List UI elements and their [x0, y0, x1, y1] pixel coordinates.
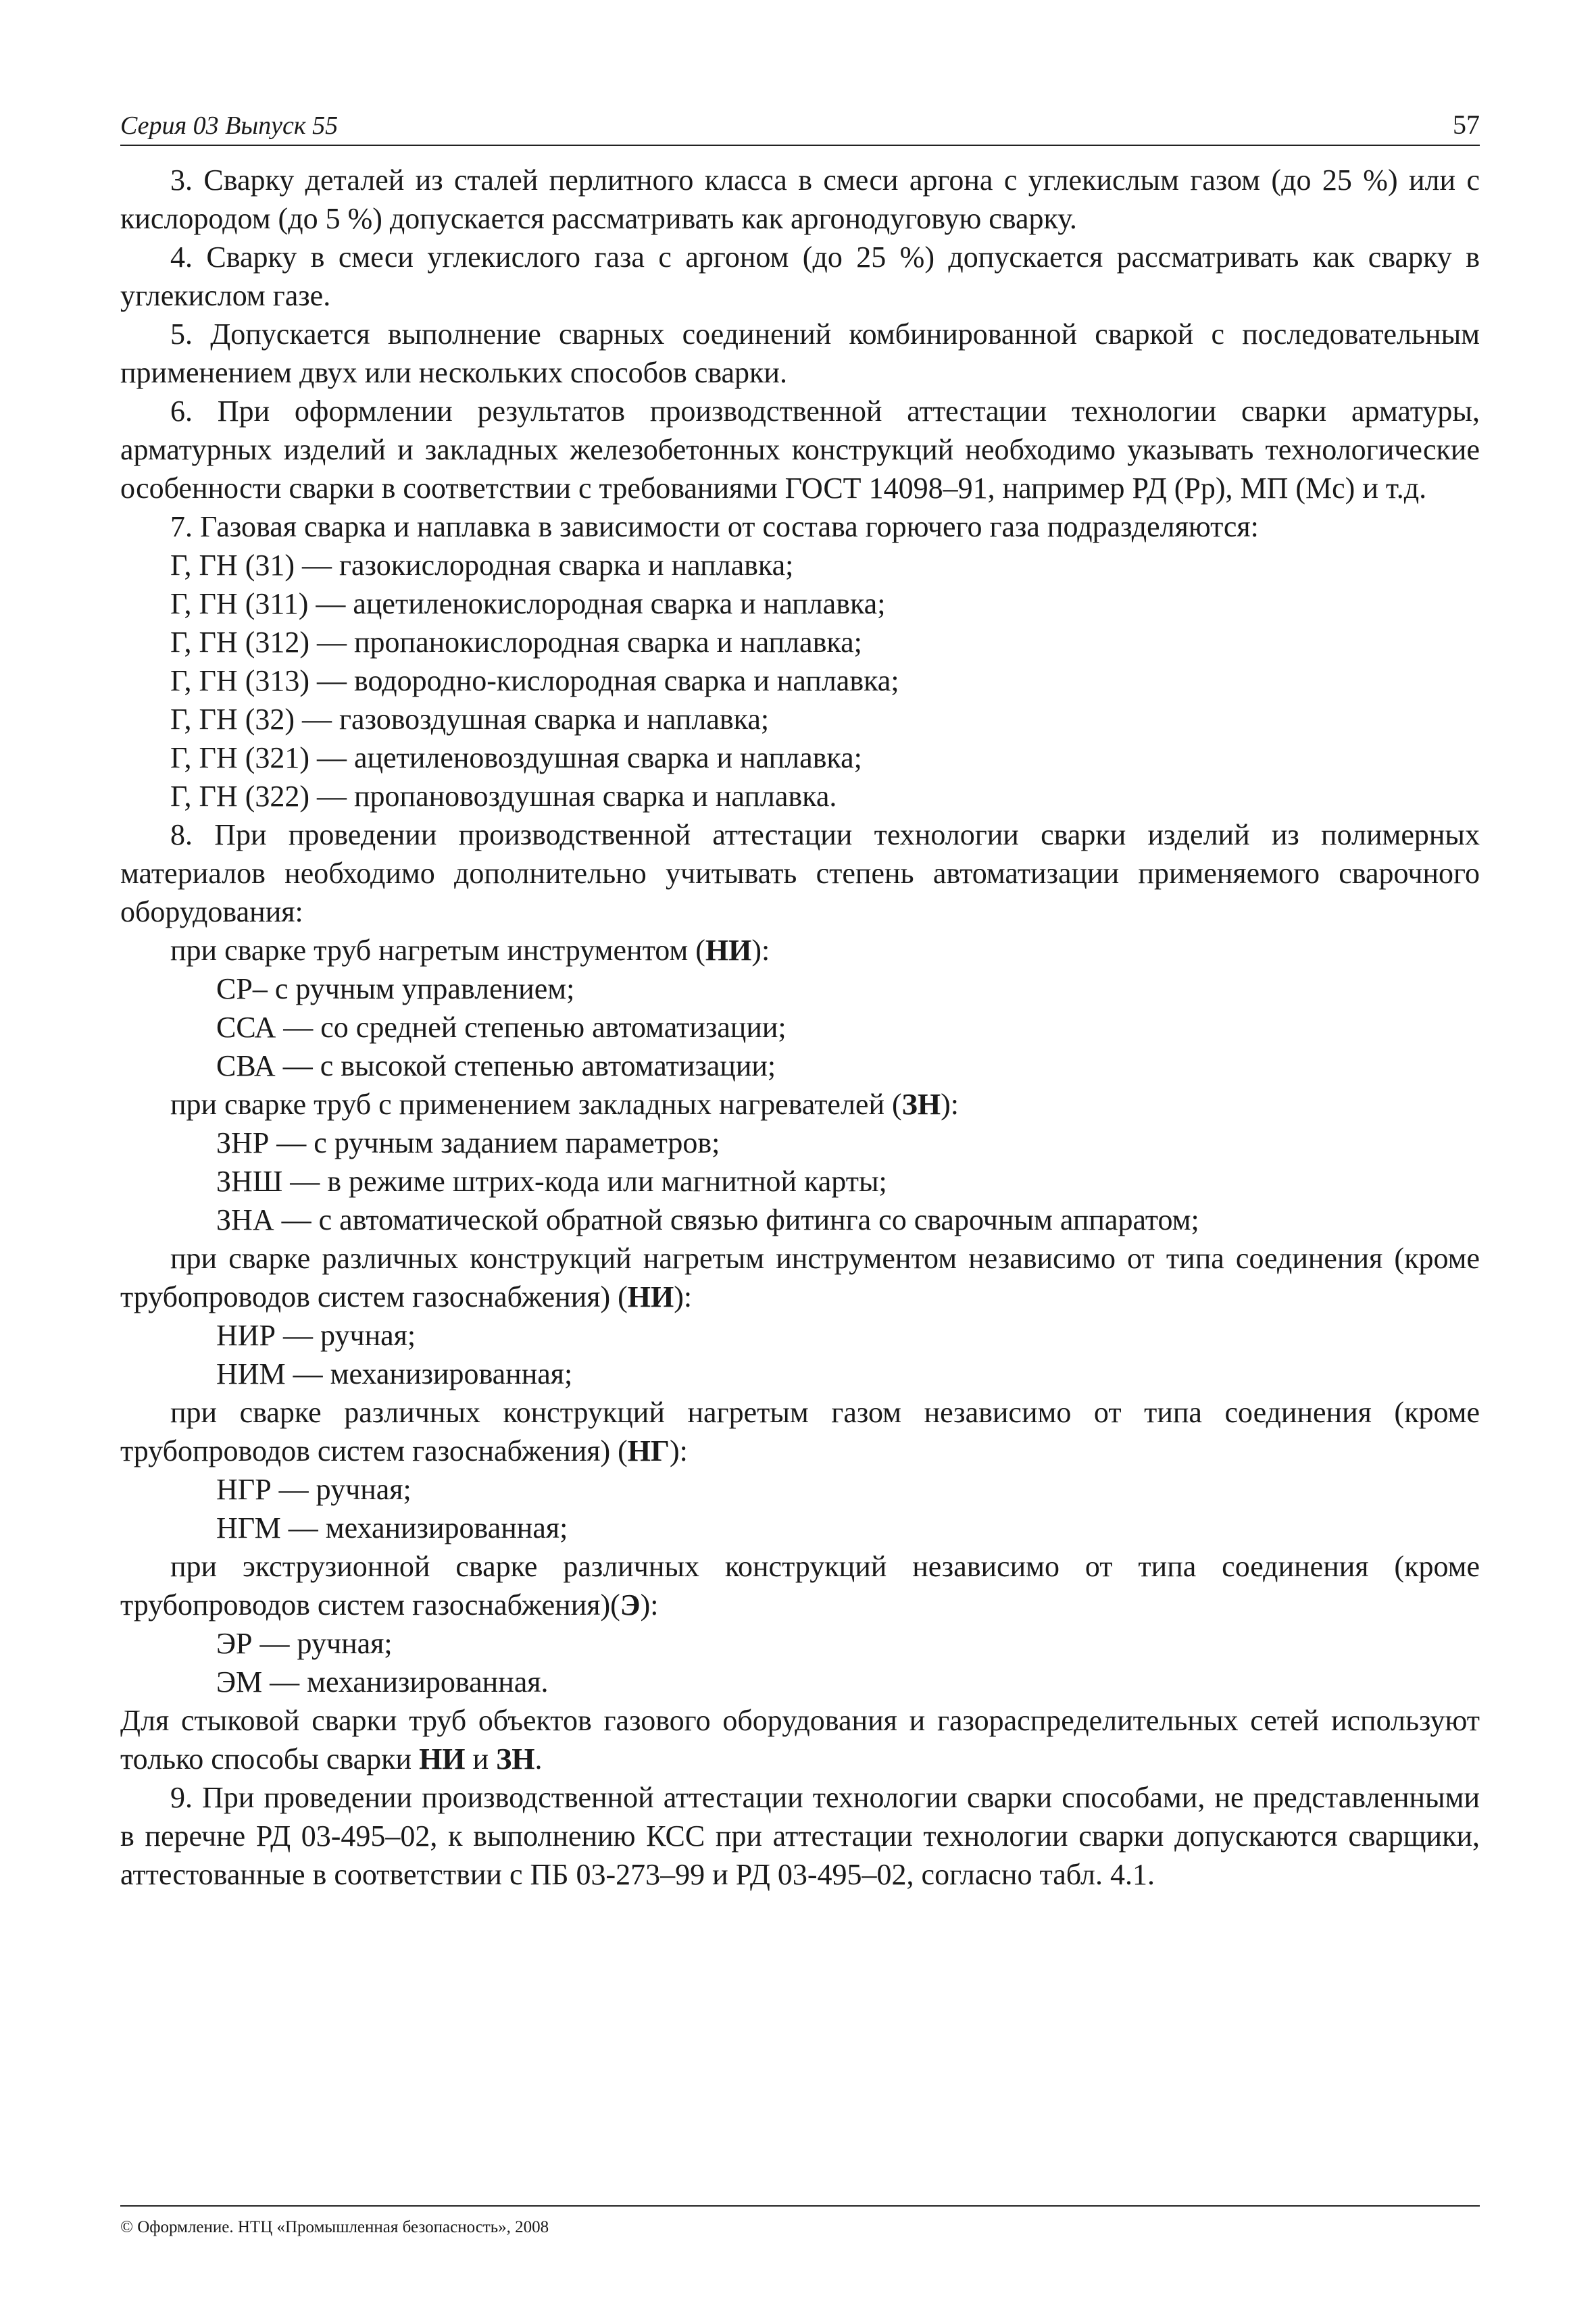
- butt-and: и: [465, 1742, 497, 1776]
- gas-list-item: Г, ГН (322) — пропановоздушная сварка и наплавка.: [170, 780, 837, 813]
- ni2-intro: [120, 1239, 1480, 1316]
- paragraph-7: 7. Газовая сварка и наплавка в зависимости от состава горючего газа подразделяются:: [170, 510, 1259, 543]
- ng-item: НГМ — механизированная;: [216, 1511, 568, 1544]
- zn-close: ):: [941, 1088, 959, 1121]
- ni-item: СР– с ручным управлением;: [216, 972, 575, 1005]
- butt-end: .: [534, 1742, 543, 1776]
- body-text: [120, 161, 1480, 1894]
- paragraph-3: 3. Сварку деталей из сталей перлитного класса в смеси аргона с углекислым газом (до 25 %) или с кислородом (до 5 %) допускается рассматривать как аргонодуговую сварку.: [120, 164, 1480, 235]
- ni-code: НИ: [705, 934, 752, 967]
- ni2-close: ):: [674, 1280, 693, 1313]
- e-item: ЭР — ручная;: [216, 1627, 393, 1660]
- ni-close: ):: [751, 934, 770, 967]
- paragraph-9: 9. При проведении производственной аттестации технологии сварки способами, не представленными в перечне РД 03-495–02, к выполнению КСС при аттестации технологии сварки допускаются сварщики, аттестованные в соответствии с ПБ 03-273–99 и РД 03-495–02, согласно табл. 4.1.: [120, 1781, 1480, 1891]
- copyright-notice: © Оформление. НТЦ «Промышленная безопасность», 2008: [120, 2218, 549, 2236]
- ng-intro: [120, 1393, 1480, 1470]
- zn-item: ЗНР — с ручным заданием параметров;: [216, 1126, 720, 1159]
- gas-list-item: Г, ГН (321) — ацетиленовоздушная сварка и наплавка;: [170, 741, 862, 774]
- gas-list-item: Г, ГН (31) — газокислородная сварка и наплавка;: [170, 549, 794, 582]
- gas-list-item: Г, ГН (311) — ацетиленокислородная сварка и наплавка;: [170, 587, 886, 620]
- gas-list-item: Г, ГН (313) — водородно-кислородная сварка и наплавка;: [170, 664, 899, 697]
- e-close: ):: [640, 1588, 659, 1621]
- butt-intro-text: Для стыковой сварки труб объектов газового оборудования и газораспределительных сетей используют только способы сварки: [120, 1704, 1480, 1776]
- ni2-item: НИР — ручная;: [216, 1319, 416, 1352]
- paragraph-8: 8. При проведении производственной аттестации технологии сварки изделий из полимерных материалов необходимо дополнительно учитывать степень автоматизации применяемого сварочного оборудования:: [120, 818, 1480, 928]
- e-item: ЭМ — механизированная.: [216, 1665, 549, 1699]
- ni2-intro-text: при сварке различных конструкций нагретым инструментом независимо от типа соединения (кроме трубопроводов систем газоснабжения) (: [120, 1242, 1480, 1313]
- ni-intro-text: при сварке труб нагретым инструментом (: [170, 934, 705, 967]
- gas-list-item: Г, ГН (32) — газовоздушная сварка и наплавка;: [170, 703, 770, 736]
- ng-code: НГ: [627, 1434, 670, 1467]
- page-footer: [120, 2205, 1480, 2238]
- document-page: [120, 0, 1480, 2314]
- butt-code-zn: ЗН: [496, 1742, 535, 1776]
- ni2-item: НИМ — механизированная;: [216, 1357, 573, 1390]
- e-intro: [120, 1547, 1480, 1624]
- ni-item: ССА — со средней степенью автоматизации;: [216, 1011, 787, 1044]
- e-intro-text: при экструзионной сварке различных конструкций независимо от типа соединения (кроме трубопроводов систем газоснабжения)(: [120, 1550, 1480, 1621]
- page-number: 57: [1453, 109, 1480, 140]
- zn-intro: [120, 1085, 1480, 1124]
- ni-intro: [120, 931, 1480, 970]
- gas-list-item: Г, ГН (312) — пропанокислородная сварка и наплавка;: [170, 626, 862, 659]
- zn-intro-text: при сварке труб с применением закладных нагревателей (: [170, 1088, 902, 1121]
- ng-item: НГР — ручная;: [216, 1473, 412, 1506]
- butt-code-ni: НИ: [419, 1742, 466, 1776]
- paragraph-6: 6. При оформлении результатов производственной аттестации технологии сварки арматуры, арматурных изделий и закладных железобетонных конструкций необходимо указывать технологические особенности сварки в соответствии с требованиями ГОСТ 14098–91, например РД (Рр), МП (Мс) и т.д.: [120, 395, 1480, 505]
- paragraph-4: 4. Сварку в смеси углекислого газа с аргоном (до 25 %) допускается рассматривать как сварку в углекислом газе.: [120, 241, 1480, 312]
- ng-close: ):: [670, 1434, 688, 1467]
- ni-item: СВА — с высокой степенью автоматизации;: [216, 1049, 776, 1082]
- zn-item: ЗНА — с автоматической обратной связью фитинга со сварочным аппаратом;: [216, 1203, 1199, 1236]
- zn-item: ЗНШ — в режиме штрих-кода или магнитной карты;: [216, 1165, 887, 1198]
- paragraph-5: 5. Допускается выполнение сварных соединений комбинированной сваркой с последовательным применением двух или нескольких способов сварки.: [120, 318, 1480, 389]
- ng-intro-text: при сварке различных конструкций нагретым газом независимо от типа соединения (кроме трубопроводов систем газоснабжения) (: [120, 1396, 1480, 1467]
- butt-welding-note: [120, 1701, 1480, 1778]
- e-code: Э: [620, 1588, 641, 1621]
- zn-code: ЗН: [901, 1088, 941, 1121]
- ni2-code: НИ: [627, 1280, 674, 1313]
- series-title: Серия 03 Выпуск 55: [120, 111, 339, 140]
- running-header: [120, 105, 1480, 146]
